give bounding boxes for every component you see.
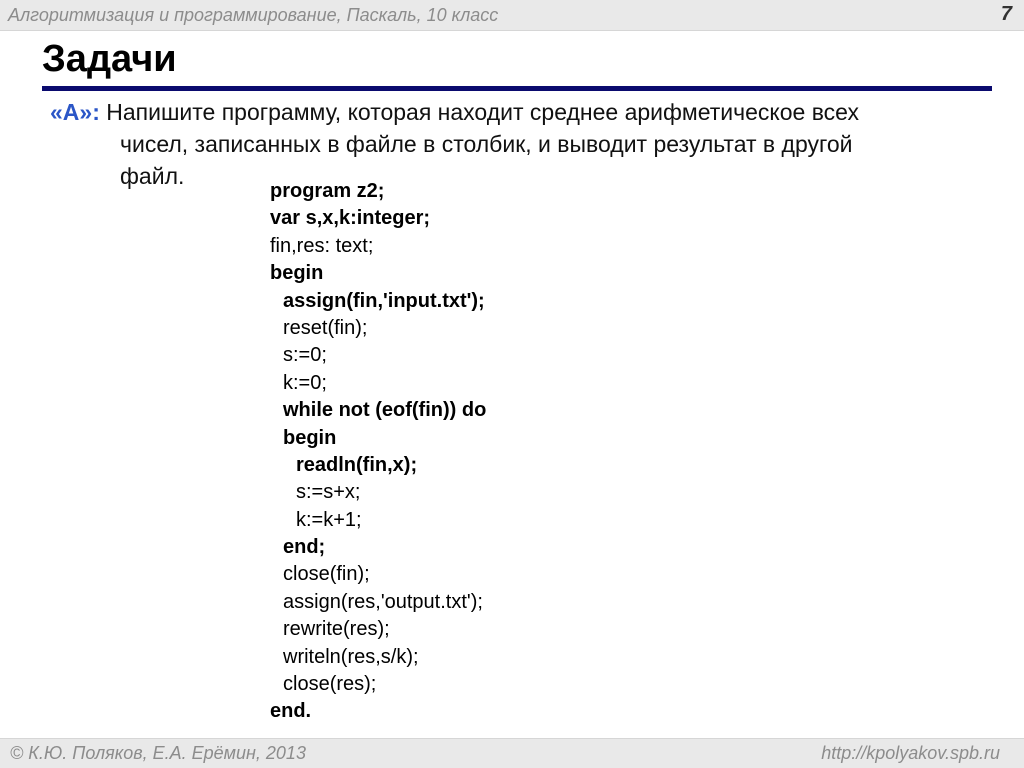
code-listing <box>270 178 486 726</box>
task-statement <box>50 96 970 192</box>
footer-bar <box>0 738 1024 768</box>
course-title: Алгоритмизация и программирование, Паскаль, 10 класс <box>8 5 499 25</box>
code-line: reset(fin); <box>283 316 368 339</box>
code-line: assign(res,'output.txt'); <box>283 590 483 613</box>
footer-authors: © К.Ю. Поляков, Е.А. Ерёмин, 2013 <box>10 743 306 763</box>
code-line: while not (eof(fin)) do <box>283 399 487 422</box>
footer-url[interactable]: http://kpolyakov.spb.ru <box>821 743 1000 763</box>
code-line: rewrite(res); <box>283 618 390 641</box>
code-line: program z2; <box>270 180 385 202</box>
code-line: close(fin); <box>283 563 370 586</box>
title-underline <box>42 86 992 91</box>
code-line: s:=s+x; <box>296 481 361 504</box>
code-line: fin,res: text; <box>270 234 374 257</box>
task-line <box>50 96 970 128</box>
code-line: close(res); <box>283 673 377 696</box>
task-line: чисел, записанных в файле в столбик, и выводит результат в другой <box>120 131 853 157</box>
code-line: end; <box>283 536 326 559</box>
code-line: assign(fin,'input.txt'); <box>283 289 485 312</box>
code-line: readln(fin,x); <box>296 453 418 476</box>
code-line: s:=0; <box>283 344 327 367</box>
code-line: begin <box>283 426 337 449</box>
code-line: k:=0; <box>283 371 327 394</box>
task-label: «A»: <box>50 99 100 125</box>
page-number: 7 <box>1000 3 1012 25</box>
task-line: файл. <box>120 163 185 189</box>
code-line: end. <box>270 700 312 723</box>
code-line: writeln(res,s/k); <box>283 645 419 668</box>
code-line: k:=k+1; <box>296 508 362 531</box>
task-text: Напишите программу, которая находит среднее арифметическое всех <box>99 99 859 125</box>
code-line: var s,x,k:integer; <box>270 207 431 230</box>
header-bar <box>0 0 1024 31</box>
code-line: begin <box>270 262 324 285</box>
slide-title: Задачи <box>42 38 177 80</box>
